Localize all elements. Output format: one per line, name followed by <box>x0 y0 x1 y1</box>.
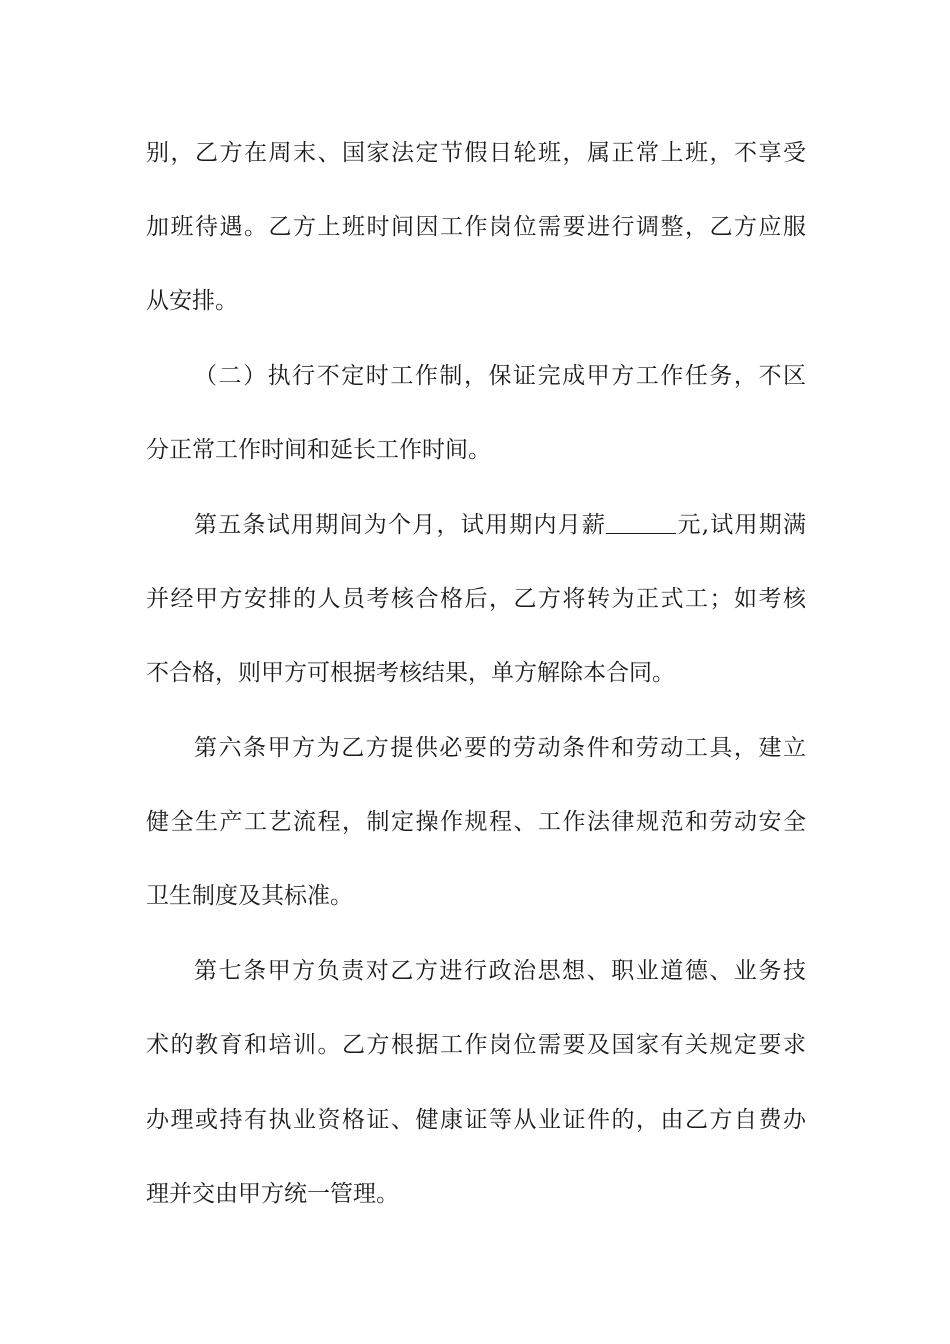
text-segment: 元,试用期满 <box>676 512 807 538</box>
text-line: 卫生制度及其标准。 <box>146 883 353 909</box>
text-line: 从安排。 <box>146 288 238 314</box>
text-line: 并经甲方安排的人员考核合格后，乙方将转为正式工；如考核 <box>146 586 806 612</box>
text-line: （二）执行不定时工作制，保证完成甲方工作任务，不区 <box>194 363 806 389</box>
text-segment: 第五条试用期间为个月，试用期内月薪 <box>194 512 607 538</box>
text-line: 加班待遇。乙方上班时间因工作岗位需要进行调整，乙方应服 <box>146 214 806 240</box>
text-line: 分正常工作时间和延长工作时间。 <box>146 437 491 463</box>
text-line: 别，乙方在周末、国家法定节假日轮班，属正常上班，不享受 <box>146 140 806 166</box>
text-line: 第七条甲方负责对乙方进行政治思想、职业道德、业务技 <box>194 958 806 984</box>
text-line: 办理或持有执业资格证、健康证等从业证件的，由乙方自费办 <box>146 1107 806 1133</box>
text-line: 术的教育和培训。乙方根据工作岗位需要及国家有关规定要求 <box>146 1032 806 1058</box>
text-line: 健全生产工艺流程，制定操作规程、工作法律规范和劳动安全 <box>146 809 806 835</box>
text-line: 不合格，则甲方可根据考核结果，单方解除本合同。 <box>146 660 675 686</box>
text-line-with-blank <box>194 509 806 541</box>
text-line: 理并交由甲方统一管理。 <box>146 1181 399 1207</box>
text-line: 第六条甲方为乙方提供必要的劳动条件和劳动工具，建立 <box>194 735 806 761</box>
salary-blank <box>606 511 676 534</box>
